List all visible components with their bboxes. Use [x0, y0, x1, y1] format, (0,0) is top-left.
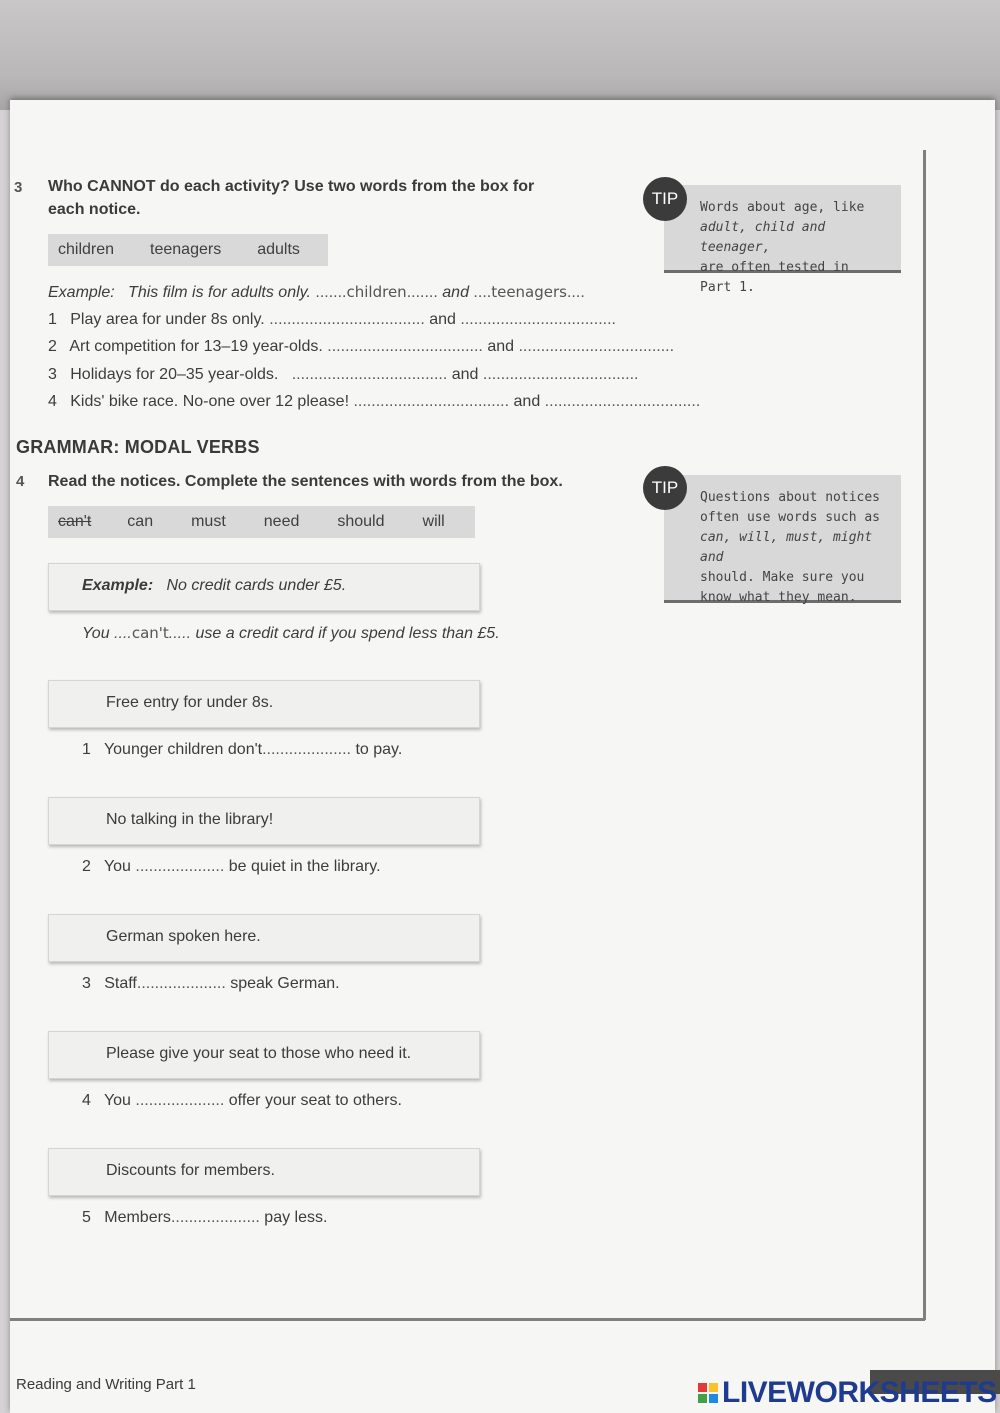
word-option: will	[422, 513, 445, 530]
sentence-part: Staff	[104, 975, 137, 992]
tip-badge: TIP	[643, 466, 687, 510]
item-number: 2	[48, 338, 57, 355]
answer-blank[interactable]: ...................................	[518, 338, 675, 355]
notice-card	[48, 797, 480, 845]
word-option: should	[337, 513, 385, 530]
sentence-part: be quiet in the library.	[228, 858, 381, 875]
word-option: must	[191, 513, 226, 530]
tip-line: Questions about notices	[700, 490, 881, 505]
item-number: 4	[48, 393, 57, 410]
exercise-item	[82, 858, 381, 876]
exercise-item	[48, 393, 700, 411]
item-text: Kids' bike race. No-one over 12 please!	[70, 393, 350, 410]
notice-card	[48, 563, 480, 611]
tip-line: can, will, must, might and	[700, 530, 873, 565]
exercise-number: 4	[16, 473, 25, 490]
footer-text: Reading and Writing Part 1	[16, 1376, 196, 1393]
answer-blank[interactable]: ...................................	[269, 311, 425, 328]
tip-line: Words about age, like	[700, 200, 865, 215]
answer-blank[interactable]: ....................	[262, 741, 351, 758]
sentence-part: You	[82, 625, 110, 642]
item-number: 3	[82, 975, 91, 992]
tip-line: often use words such as	[700, 510, 881, 525]
answer-blank[interactable]: ...................................	[353, 393, 510, 410]
item-text: Holidays for 20–35 year-olds.	[70, 366, 279, 383]
and-word: and	[487, 338, 515, 355]
page-border	[10, 1318, 925, 1321]
tip-box	[664, 185, 901, 295]
notice-card	[48, 680, 480, 728]
sentence-part: Members	[104, 1209, 171, 1226]
and-word: and	[513, 393, 541, 410]
sentence-part: You	[103, 1092, 131, 1109]
exercise-item	[48, 366, 639, 384]
section-title: GRAMMAR: MODAL VERBS	[16, 437, 260, 457]
exercise-item	[82, 975, 340, 993]
sentence-part: You	[103, 858, 131, 875]
exercise-item	[82, 1092, 402, 1110]
instruction-line: Who CANNOT do each activity? Use two words from the box for	[48, 178, 535, 195]
sentence-part: to pay.	[355, 741, 403, 758]
word-option: teenagers	[150, 241, 222, 258]
answer-blank[interactable]: ....................	[136, 975, 226, 992]
notice-card	[48, 1148, 480, 1196]
item-number: 1	[82, 741, 91, 758]
example-answer: can't	[131, 624, 169, 642]
word-option: can	[127, 513, 154, 530]
example-label: Example:	[82, 577, 154, 594]
word-box	[48, 506, 475, 538]
instruction-line: each notice.	[48, 201, 141, 218]
item-number: 4	[82, 1092, 91, 1109]
notice-card	[48, 1031, 480, 1079]
notice-text: Discounts for members.	[106, 1162, 275, 1179]
sentence-part: Younger children don't	[103, 741, 263, 758]
answer-blank[interactable]: ...................................	[482, 366, 639, 383]
sentence-part: use a credit card if you spend less than £5.	[195, 625, 500, 642]
exercise-item	[48, 311, 616, 329]
example-text: This film is for adults only.	[128, 284, 311, 301]
item-number: 1	[48, 311, 57, 328]
item-text: Play area for under 8s only.	[70, 311, 265, 328]
answer-blank[interactable]: ....................	[135, 858, 225, 875]
exercise-number: 3	[14, 179, 23, 196]
answer-blank[interactable]: ...................................	[327, 338, 483, 355]
item-number: 5	[82, 1209, 91, 1226]
item-number: 2	[82, 858, 91, 875]
notice-card	[48, 914, 480, 962]
exercise-item	[48, 338, 674, 356]
sentence-part: pay less.	[264, 1209, 328, 1226]
answer-blank[interactable]: ....................	[135, 1092, 225, 1109]
exercise-instruction: Read the notices. Complete the sentences with words from the box.	[48, 473, 563, 490]
notice-text: German spoken here.	[106, 928, 261, 945]
word-option: need	[263, 513, 300, 530]
and-word: and	[451, 366, 479, 383]
answer-blank[interactable]: ...................................	[460, 311, 616, 328]
notice-text: Free entry for under 8s.	[106, 694, 274, 711]
sentence-part: offer your seat to others.	[228, 1092, 402, 1109]
answer-blank[interactable]: ...................................	[544, 393, 701, 410]
answer-blank[interactable]: ....................	[170, 1209, 260, 1226]
example-answer: teenagers	[491, 283, 567, 301]
item-text: Art competition for 13–19 year-olds.	[69, 338, 323, 355]
exercise-instruction	[48, 175, 534, 221]
example-label: Example:	[48, 284, 115, 301]
sentence-part: speak German.	[230, 975, 340, 992]
example-line: Example: This film is for adults only. .......children....... and ....teenagers....	[48, 283, 585, 301]
exercise-item	[82, 741, 402, 759]
word-option-crossed: can't	[58, 513, 92, 530]
notice-text: Please give your seat to those who need it.	[106, 1045, 412, 1062]
liveworksheets-logo	[698, 1376, 997, 1410]
scan-background	[0, 0, 1000, 110]
answer-blank[interactable]: ...................................	[291, 366, 448, 383]
word-option: adults	[257, 241, 300, 258]
page-border	[923, 150, 926, 1320]
logo-text: LIVEWORKSHEETS	[722, 1376, 997, 1409]
example-answer: children	[346, 283, 407, 301]
tip-line: should. Make sure you	[700, 570, 865, 585]
example-sentence: You ....can't..... use a credit card if you spend less than £5.	[82, 624, 500, 642]
word-option: children	[58, 241, 115, 258]
tip-badge: TIP	[643, 177, 687, 221]
and-word: and	[442, 284, 469, 301]
tip-line: know what they mean.	[700, 590, 857, 605]
notice-text: No credit cards under £5.	[166, 577, 347, 594]
word-box	[48, 234, 328, 266]
exercise-item	[82, 1209, 327, 1227]
tip-box	[664, 475, 901, 603]
item-number: 3	[48, 366, 57, 383]
tip-line: are often tested in Part 1.	[700, 260, 849, 295]
notice-text: No talking in the library!	[106, 811, 274, 828]
and-word: and	[429, 311, 456, 328]
tip-line: adult, child and teenager,	[700, 220, 826, 255]
logo-grid-icon	[698, 1383, 718, 1403]
